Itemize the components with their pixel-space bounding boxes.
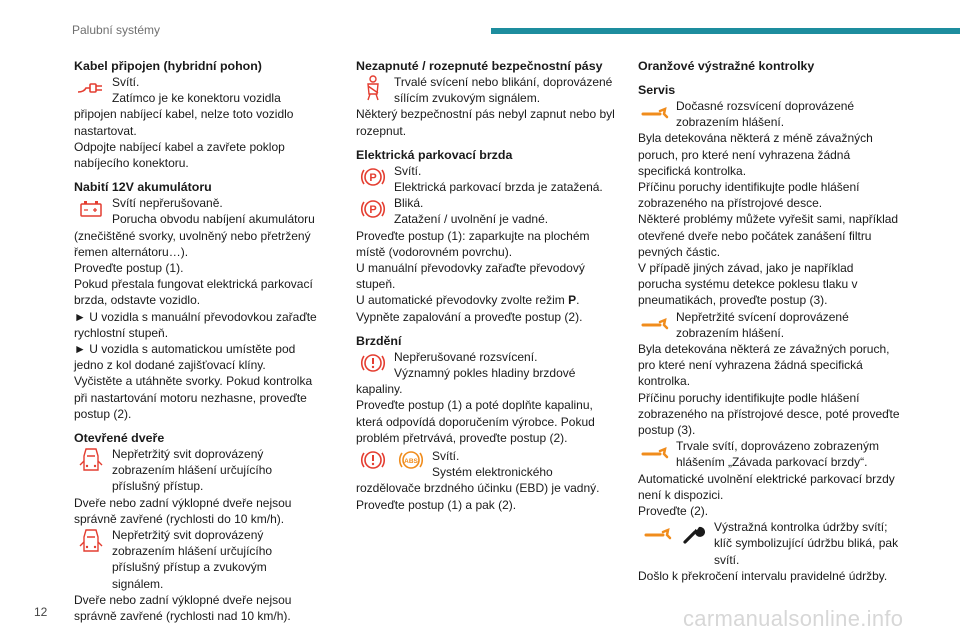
seatbelt-icon — [356, 74, 390, 102]
charging-cable-icon — [74, 74, 108, 102]
svg-text:P: P — [369, 204, 377, 217]
section-title: Nabití 12V akumulátoru — [74, 180, 212, 195]
svg-text:P: P — [369, 171, 377, 184]
column-1 — [74, 58, 320, 632]
page-number: 12 — [34, 605, 48, 619]
abs-icon — [394, 446, 428, 474]
black-wrench-icon — [678, 519, 708, 547]
brake-icon — [356, 349, 390, 377]
brake-icon — [356, 446, 390, 474]
section-parking-brake: Elektrická parkovací brzda P Svítí. Elektrická parkovací brzda je zatažená. P Bliká. Zatažení / uvolnění je vadné. Proveďte postup (1): zaparkujte na plochém místě (vodorovném povrchu). U manuální převodovky zařaďte převodový stupeň. U automatické převodovky zvolte režim P. Vypněte zapalování a proveďte postup (2). — [356, 147, 618, 325]
wrench-icon — [638, 438, 672, 466]
section-title: Otevřené dveře — [74, 431, 165, 446]
orange-wrench-icon — [638, 519, 678, 547]
watermark: carmanualsonline.info — [683, 606, 904, 631]
parking-brake-icon — [356, 163, 390, 191]
section-seatbelt: Nezapnuté / rozepnuté bezpečnostní pásy Trvalé svícení nebo blikání, doprovázené sílícím zvukovým signálem. Některý bezpečnostní pás nebyl zapnut nebo byl rozepnut. — [356, 58, 618, 139]
parking-brake-icon — [356, 195, 390, 223]
column-3: Oranžové výstražné kontrolky Servis Dočasné rozsvícení doprovázené zobrazením hlášení. Byla detekována některá z méně závažných poruch, pro které není vyhrazena žádná specifická kontrolka. Příčinu poruchy identifikujte podle hlášení zobrazeného na přístrojové desce. Některé problémy můžete vyřešit sami, například otevřené dveře nebo počátek zanášení filtru pevných částic. V případě jiných závad, jako je například porucha systému detekce poklesu tlaku v pneumatikách, proveďte postup (3). Nepřetržité svícení doprovázené zobrazením hlášení. Byla detekována některá ze závažných poruch, pro které není vyhrazena žádná specifická kontrolka. Příčinu poruchy identifikujte podle hlášení zobrazeného na přístrojové desce, poté proveďte postup (3). Trvale svítí, doprovázeno zobrazeným hlášením „Závada parkovací brzdy“. Automatické uvolnění elektrické parkovací brzdy není k dispozici. Proveďte (2). Výstražná kontrolka údržby svítí; klíč symbolizující údržbu bliká, pak svítí. Došlo k překročení intervalu pravidelné údržby. — [638, 59, 900, 583]
open-door-car-icon — [74, 527, 108, 555]
column-title: Oranžové výstražné kontrolky — [638, 59, 815, 73]
open-door-car-icon — [74, 446, 108, 474]
header-accent-bar — [491, 28, 960, 34]
section-brakes: Brzdění Nepřerušované rozsvícení. Významný pokles hladiny brzdové kapaliny. Proveďte postup (1) a poté doplňte kapalinu, která odpovídá doporučením výrobce. Pokud problém přetrvává, proveďte postup (2). ABS Svítí. Systém elektronického rozdělovače brzdného účinku (EBD) je vadný. Proveďte postup (1) a pak (2). — [356, 333, 618, 513]
section-title: Brzdění — [356, 333, 402, 348]
running-header: Palubní systémy — [72, 23, 161, 37]
section-doors: Otevřené dveře Nepřetržitý svit doprovázený zobrazením hlášení určujícího příslušný přístup. Dveře nebo zadní výklopné dveře nejsou správně zavřené (rychlosti do 10 km/h). Nepřetržitý svit doprovázený zobrazením hlášení určujícího příslušný přístup a zvukovým signálem. Dveře nebo zadní výklopné dveře nejsou správně zavřené (rychlosti nad 10 km/h). — [74, 430, 320, 624]
section-battery: Nabití 12V akumulátoru Svítí nepřerušovaně. Porucha obvodu nabíjení akumulátoru (znečištěné svorky, uvolněný nebo přetržený řemen alternátoru…). Proveďte postup (1). Pokud přestala fungovat elektrická parkovací brzda, odstavte vozidlo. ► U vozidla s manuální převodovkou zařaďte rychlostní stupeň. ► U vozidla s automatickou umístěte pod jedno z kol dodané zajišťovací klíny. Vyčistěte a utáhněte svorky. Pokud kontrolka při nastartování motoru nezhasne, proveďte postup (2). — [74, 179, 320, 422]
section-title: Kabel připojen (hybridní pohon) — [74, 59, 262, 73]
section-title: Servis — [638, 83, 676, 97]
battery-icon — [74, 195, 108, 223]
wrench-icon — [638, 309, 672, 337]
column-2 — [356, 58, 618, 521]
section-title: Nezapnuté / rozepnuté bezpečnostní pásy — [356, 59, 603, 73]
section-title: Elektrická parkovací brzda — [356, 147, 513, 162]
svg-text:ABS: ABS — [404, 458, 418, 466]
wrench-icon — [638, 98, 672, 126]
section-cable: Kabel připojen (hybridní pohon) Svítí. Zatímco je ke konektoru vozidla připojen nabíjecí kabel, nelze toto vozidlo nastartovat. Odpojte nabíjecí kabel a zavřete poklop nabíjecího konektoru. — [74, 58, 320, 171]
